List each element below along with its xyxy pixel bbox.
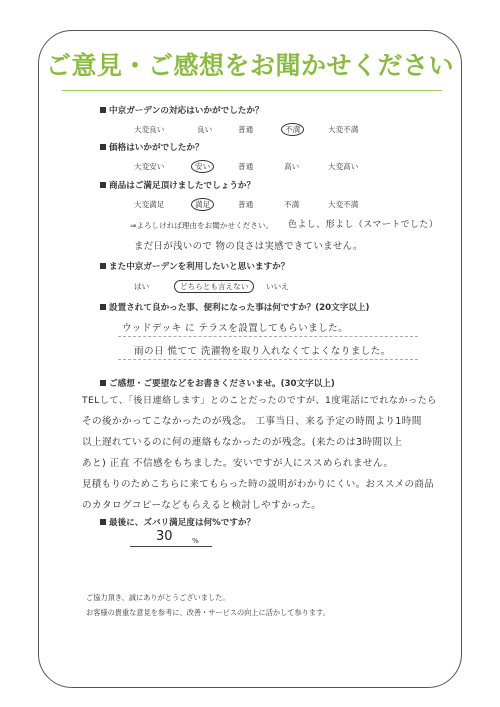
q2-option-2-selected: [195, 161, 210, 172]
satisfaction-value: 30: [156, 529, 173, 544]
question-3: [100, 179, 255, 191]
question-7: [100, 516, 255, 528]
q2-option-5: 大変高い: [328, 162, 359, 171]
q2-option-3: 普通: [238, 162, 254, 171]
square-bullet-icon: [100, 182, 106, 188]
footer-note: お客様の貴重な意見を参考に、改善・サービスの向上に活かして参ります。: [86, 608, 330, 617]
q3-reason-prompt: ⇒よろしければ理由をお聞かせください。: [130, 221, 274, 230]
q3-option-4: 不満: [284, 200, 300, 209]
q1-option-1: 大変良い: [134, 125, 165, 134]
percent-unit: %: [192, 537, 199, 545]
q3-reason-line-2: まだ日が浅いので 物の良さは実感できていません。: [134, 241, 363, 252]
square-bullet-icon: [100, 519, 106, 525]
q3-reason-line-1: 色よし、形よし（スマートでした）: [288, 220, 439, 230]
q3-option-3: 普通: [238, 200, 254, 209]
q2-option-4: 高い: [284, 162, 300, 171]
selection-circle: 満足: [191, 198, 214, 211]
q5-answer-line-2: 雨の日 慌てて 洗濯物を取り入れなくてよくなりました。: [134, 346, 391, 357]
q6-answer-line-6: のカタログコピーなどもらえると検討しやすかった。: [82, 500, 322, 511]
question-1-label: 中京ガーデンの対応はいかがでしたか？: [109, 106, 264, 116]
q3-option-5: 大変不満: [328, 200, 359, 209]
question-4: [100, 260, 289, 272]
q3-option-1: 大変満足: [134, 200, 165, 209]
footer-thanks: ご協力頂き、誠にありがとうございました。: [86, 593, 230, 602]
q6-answer-line-4: あと) 正直 不信感をもちました。安いですが人にススめられません。: [82, 458, 394, 469]
q6-answer-line-2: その後かかってこなかったのが残念。 工事当日、来る予定の時間より1時間: [82, 416, 422, 427]
square-bullet-icon: [100, 107, 106, 113]
question-2: [100, 141, 204, 153]
square-bullet-icon: [100, 144, 106, 150]
question-6: [100, 377, 335, 389]
question-2-label: 価格はいかがでしたか？: [109, 143, 204, 153]
question-7-label: 最後に、ズバリ満足度は何%ですか？: [109, 518, 256, 528]
q6-answer-line-1: TELして、「後日連絡します」とのことだったのですが、1度電話にでれなかったら: [82, 395, 437, 406]
square-bullet-icon: [100, 304, 106, 310]
selection-circle: 不満: [281, 123, 304, 136]
q4-option-1: はい: [134, 282, 150, 291]
q2-option-1: 大変安い: [134, 162, 165, 171]
question-3-label: 商品はご満足頂けましたでしょうか？: [109, 181, 256, 191]
q1-option-4-selected: [285, 124, 300, 135]
answer-rule: [118, 336, 418, 337]
square-bullet-icon: [100, 380, 106, 386]
q6-answer-line-3: 以上遅れているのに何の連絡もなかったのが残念。(来たのは3時間以上: [82, 437, 403, 448]
question-5-label: 設置されて良かった事、便利になった事は何ですか？(20文字以上): [109, 303, 370, 313]
square-bullet-icon: [100, 263, 106, 269]
question-1: [100, 104, 264, 116]
q1-option-2: 良い: [197, 125, 213, 134]
selection-circle: 安い: [191, 160, 214, 173]
q6-answer-line-5: 見積もりのためこちらに来てもらった時の説明がわかりにくい。おススメの商品: [82, 479, 434, 490]
page-title: ご意見・ご感想をお聞かせください: [45, 51, 454, 80]
q1-option-5: 大変不満: [328, 125, 359, 134]
q4-option-3: いいえ: [266, 282, 289, 291]
answer-rule: [118, 359, 418, 360]
question-6-label: ご感想・ご要望などをお書きくださいませ。(30文字以上): [109, 379, 335, 389]
question-5: [100, 301, 369, 313]
title-underline: [62, 90, 442, 91]
satisfaction-underline: [130, 546, 212, 547]
q1-option-3: 普通: [238, 125, 254, 134]
q3-option-2-selected: [195, 199, 210, 210]
q4-option-2-selected: [178, 281, 250, 292]
question-4-label: また中京ガーデンを利用したいと思いますか？: [109, 262, 290, 272]
q5-answer-line-1: ウッドデッキ に テラスを設置してもらいました。: [122, 323, 349, 334]
selection-circle: どちらとも言えない: [174, 280, 254, 293]
